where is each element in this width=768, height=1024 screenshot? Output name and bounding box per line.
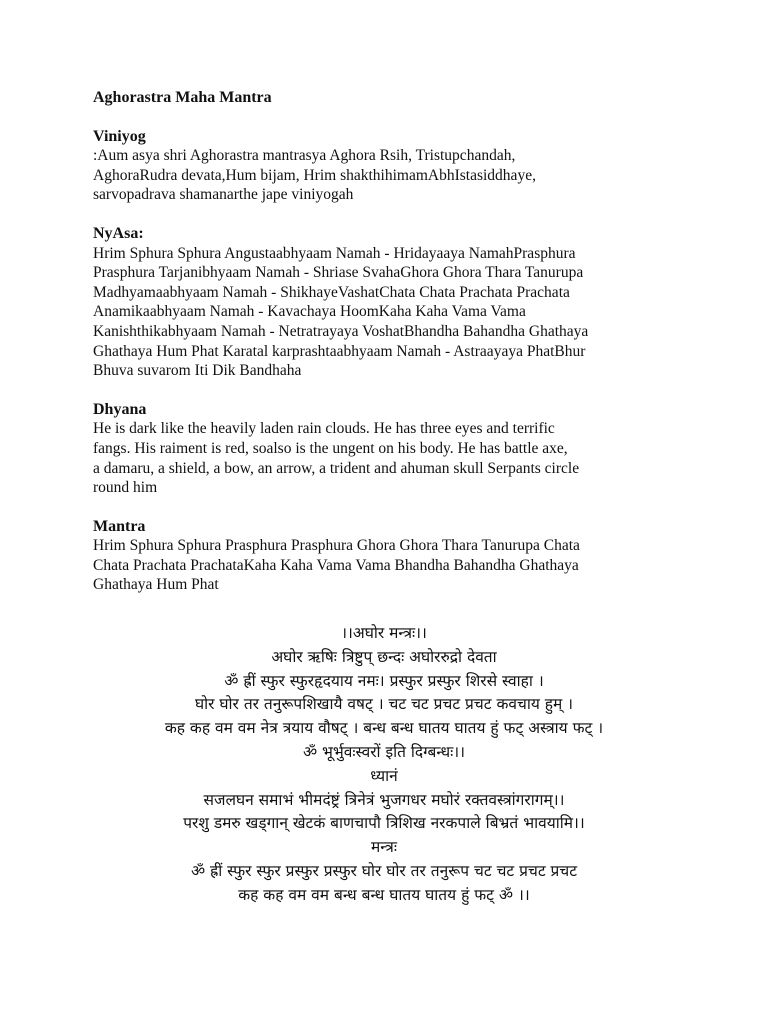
section-line: Prasphura Tarjanibhyaam Namah - Shriase SvahaGhora Ghora Thara Tanurupa <box>93 264 584 282</box>
section-line: round him <box>93 479 158 497</box>
section-line: AghoraRudra devata,Hum bijam, Hrim shakthihimamAbhIstasiddhaye, <box>93 166 536 184</box>
section-line: Hrim Sphura Sphura Prasphura Prasphura Ghora Ghora Thara Tanurupa Chata <box>93 537 580 555</box>
sanskrit-line: कह कह वम वम नेत्र त्रयाय वौषट् । बन्ध बन्ध घातय घातय हुं फट् अस्त्राय फट् । <box>164 719 604 738</box>
section-line: Kanishthikabhyaam Namah - Netratrayaya VoshatBhandha Bahandha Ghathaya <box>93 322 589 340</box>
section-line: Ghathaya Hum Phat Karatal karprashtaabhyaam Namah - Astraayaya PhatBhur <box>93 342 586 360</box>
section-line: Anamikaabhyaam Namah - Kavachaya HoomKaha Kaha Vama Vama <box>93 303 526 321</box>
section-heading: Dhyana <box>93 400 147 418</box>
document-title: Aghorastra Maha Mantra <box>93 89 272 106</box>
section-viniyog <box>93 127 693 205</box>
section-line: Hrim Sphura Sphura Angustaabhyaam Namah - Hridayaaya NamahPrasphura <box>93 244 576 262</box>
sanskrit-text-block <box>60 622 708 908</box>
section-line: :Aum asya shri Aghorastra mantrasya Aghora Rsih, Tristupchandah, <box>93 147 516 165</box>
section-line: Madhyamaabhyaam Namah - ShikhayeVashatChata Chata Prachata Prachata <box>93 283 570 301</box>
section-heading: NyAsa: <box>93 224 144 242</box>
sanskrit-line: परशु डमरु खड्गान् खेटकं बाणचापौ त्रिशिख नरकपाले बिभ्रतं भावयामि।। <box>183 814 585 833</box>
sanskrit-line: सजलघन समाभं भीमदंष्ट्रं त्रिनेत्रं भुजगधर मघोरं रक्तवस्त्रांगरागम्।। <box>203 790 565 809</box>
sanskrit-line: कह कह वम वम बन्ध बन्ध घातय घातय हुं फट् ॐ ।। <box>238 885 530 904</box>
english-text-block <box>93 88 693 614</box>
sanskrit-line: ध्यानं <box>370 766 398 785</box>
section-line: a damaru, a shield, a bow, an arrow, a trident and ahuman skull Serpants circle <box>93 459 580 477</box>
section-line: Chata Prachata PrachataKaha Kaha Vama Vama Bhandha Bahandha Ghathaya <box>93 556 579 574</box>
section-line: Ghathaya Hum Phat <box>93 576 219 594</box>
sanskrit-line: ॐ ह्रीं स्फुर स्फुरहृदयाय नमः। प्रस्फुर प्रस्फुर शिरसे स्वाहा । <box>224 671 544 690</box>
section-dhyana <box>93 400 693 498</box>
sanskrit-line: ॐ भूर्भुवःस्वरों इति दिग्बन्धः।। <box>302 742 466 761</box>
section-nyasa <box>93 224 693 381</box>
section-line: He is dark like the heavily laden rain clouds. He has three eyes and terrific <box>93 420 555 438</box>
section-heading: Mantra <box>93 517 146 535</box>
sanskrit-line: घोर घोर तर तनुरूपशिखायै वषट् । चट चट प्रचट प्रचट कवचाय हुम् । <box>194 695 574 714</box>
sanskrit-line: अघोर ऋषिः त्रिष्टुप् छन्दः अघोररुद्रो देवता <box>271 647 497 666</box>
sanskrit-line: ॐ ह्रीं स्फुर स्फुर प्रस्फुर प्रस्फुर घोर घोर तर तनुरूप चट चट प्रचट प्रचट <box>190 861 578 880</box>
section-line: fangs. His raiment is red, soalso is the ungent on his body. He has battle axe, <box>93 439 568 457</box>
section-heading: Viniyog <box>93 127 146 145</box>
sanskrit-line: मन्त्रः <box>371 838 397 857</box>
section-mantra <box>93 517 693 595</box>
section-line: Bhuva suvarom Iti Dik Bandhaha <box>93 362 302 380</box>
sanskrit-line: ।।अघोर मन्त्रः।। <box>341 624 427 642</box>
section-line: sarvopadrava shamanarthe jape viniyogah <box>93 186 354 204</box>
